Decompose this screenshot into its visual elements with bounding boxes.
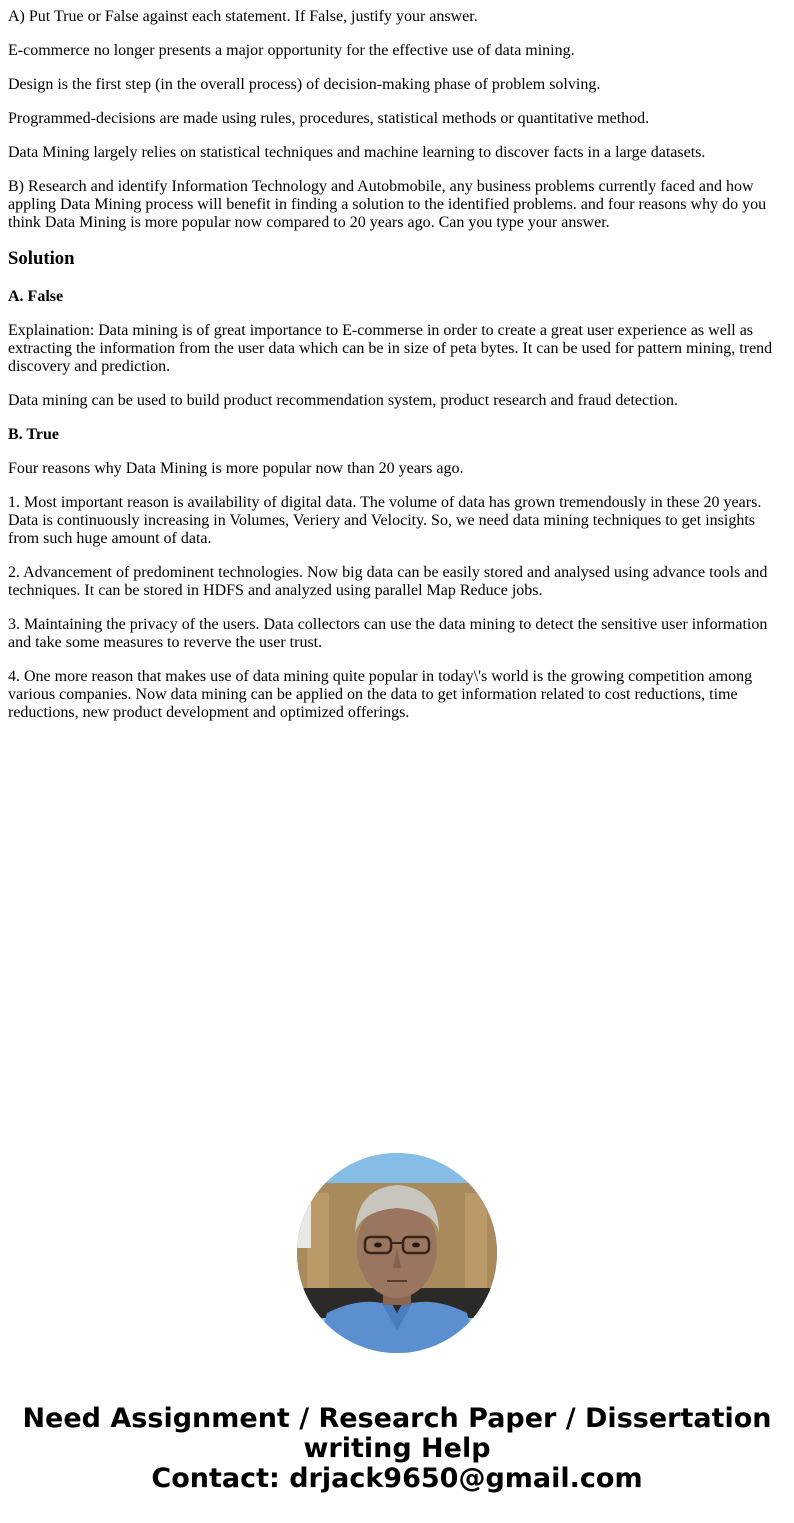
author-avatar — [297, 1153, 497, 1353]
answer-b-intro: Four reasons why Data Mining is more popular now than 20 years ago. — [8, 460, 464, 477]
solution-heading: Solution — [8, 248, 75, 269]
promo-line-2: writing Help — [303, 1433, 491, 1464]
answer-a-uses: Data mining can be used to build product recommendation system, product research and fraud detection. — [8, 392, 679, 409]
promo-contact: Contact: drjack9650@gmail.com — [151, 1463, 643, 1494]
question-part-b: B) Research and identify Information Technology and Autobmobile, any business problems currently faced and how appling Data Mining process will benefit in finding a solution to the identified problems. and four reasons why do you think Data Mining is more popular now compared to 20 years ago. Can you type your answer. — [8, 178, 767, 231]
promo-banner — [0, 1404, 794, 1494]
statement-3: Programmed-decisions are made using rules, procedures, statistical methods or quantitative method. — [8, 110, 650, 127]
statement-2: Design is the first step (in the overall process) of decision-making phase of problem solving. — [8, 76, 601, 93]
question-part-a-intro: A) Put True or False against each statement. If False, justify your answer. — [8, 8, 478, 25]
answer-a-explanation: Explaination: Data mining is of great importance to E-commerse in order to create a great user experience as well as extracting the information from the user data which can be in size of peta bytes. It can be used for pattern mining, trend discovery and prediction. — [8, 322, 773, 375]
answer-a-label: A. False — [8, 288, 64, 305]
statement-4: Data Mining largely relies on statistical techniques and machine learning to discover facts in a large datasets. — [8, 144, 706, 161]
reason-2: 2. Advancement of predominent technologies. Now big data can be easily stored and analysed using advance tools and techniques. It can be stored in HDFS and analyzed using parallel Map Reduce jobs. — [8, 564, 768, 599]
statement-1: E-commerce no longer presents a major opportunity for the effective use of data mining. — [8, 42, 575, 59]
portrait-icon — [297, 1153, 497, 1353]
reason-4: 4. One more reason that makes use of data mining quite popular in today\'s world is the growing competition among various companies. Now data mining can be applied on the data to get information related to cost reductions, time reductions, new product development and optimized offerings. — [8, 668, 753, 721]
reason-3: 3. Maintaining the privacy of the users. Data collectors can use the data mining to detect the sensitive user information and take some measures to reverve the user trust. — [8, 616, 768, 651]
promo-line-1: Need Assignment / Research Paper / Dissertation — [22, 1403, 772, 1434]
answer-b-label: B. True — [8, 426, 59, 443]
document-body — [8, 8, 786, 738]
reason-1: 1. Most important reason is availability of digital data. The volume of data has grown tremendously in these 20 years. Data is continuously increasing in Volumes, Veriery and Velocity. So, we need data mining techniques to get insights from such huge amount of data. — [8, 494, 762, 547]
